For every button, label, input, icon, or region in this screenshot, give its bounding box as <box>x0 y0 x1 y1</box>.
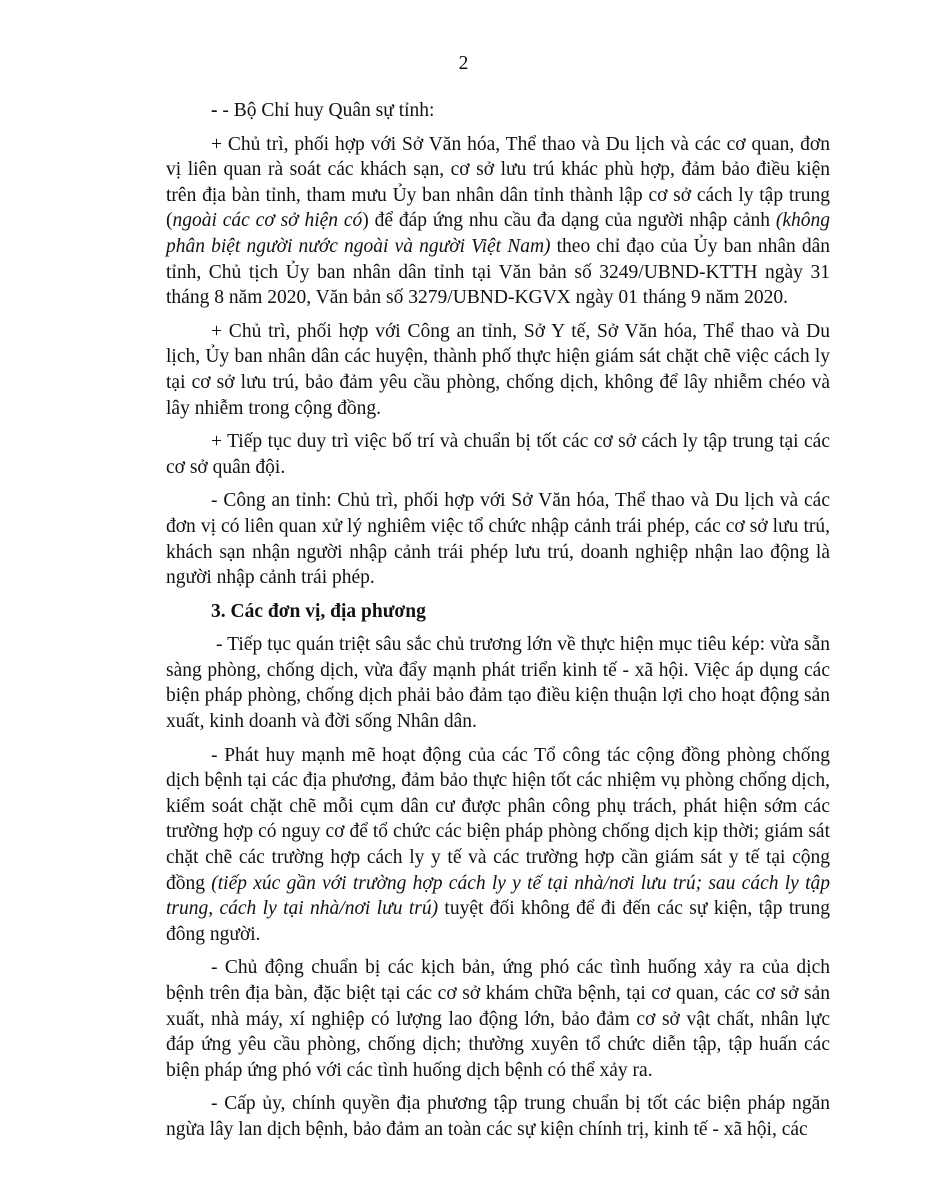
paragraph-community-teams <box>166 743 830 948</box>
text-segment: ) để đáp ứng nhu cầu đa dạng của người nhập cảnh <box>362 210 776 232</box>
paragraph-local-authorities: - Cấp ủy, chính quyền địa phương tập trung chuẩn bị tốt các biện pháp ngăn ngừa lây lan dịch bệnh, bảo đảm an toàn các sự kiện chính trị, kinh tế - xã hội, các <box>166 1093 830 1140</box>
paragraph-scenarios: - Chủ động chuẩn bị các kịch bản, ứng phó các tình huống xảy ra của dịch bệnh trên địa bàn, đặc biệt tại các cơ sở khám chữa bệnh, tại cơ quan, các cơ sở sản xuất, nhà máy, xí nghiệp có lượng lao động lớn, bảo đảm cơ sở vật chất, nhân lực đáp ứng yêu cầu phòng, chống dịch; thường xuyên tổ chức diễn tập, tập huấn các biện pháp ứng phó với các tình huống dịch bệnh có thể xảy ra. <box>166 957 830 1081</box>
text-segment: tuyệt đối không để đi đến các sự kiện, tập trung đông người. <box>166 898 830 945</box>
paragraph-dual-goal: - Tiếp tục quán triệt sâu sắc chủ trương lớn về thực hiện mục tiêu kép: vừa sẵn sàng phòng, chống dịch, vừa đẩy mạnh phát triển kinh tế - xã hội. Việc áp dụng các biện pháp phòng, chống dịch phải bảo đảm tạo điều kiện thuận lợi cho hoạt động sản xuất, kinh doanh và đời sống Nhân dân. <box>166 634 830 733</box>
paragraph-text: - Bộ Chỉ huy Quân sự tỉnh: <box>222 100 435 121</box>
text-segment: - Phát huy mạnh mẽ hoạt động của các Tổ công tác cộng đồng phòng chống dịch bệnh tại các địa phương, đảm bảo thực hiện tốt các nhiệm vụ phòng chống dịch, kiểm soát chặt chẽ mỗi cụm dân cư được phân công phụ trách, phát hiện sớm các trường hợp có nguy cơ để tổ chức các biện pháp phòng chống dịch kịp thời; giám sát chặt chẽ các trường hợp cách ly y tế và các trường hợp cần giám sát y tế tại cộng đồng <box>166 744 830 894</box>
text-segment: theo chỉ đạo của Ủy ban nhân dân tỉnh, Chủ tịch Ủy ban nhân dân tỉnh tại Văn bản số 3249/UBND-KTTH ngày 31 tháng 8 năm 2020, Văn bản số 3279/UBND-KGVX ngày 01 tháng 9 năm 2020. <box>166 235 830 309</box>
paragraph-police: - Công an tỉnh: Chủ trì, phối hợp với Sở Văn hóa, Thể thao và Du lịch và các đơn vị có liên quan xử lý nghiêm việc tổ chức nhập cảnh trái phép, các cơ sở lưu trú, khách sạn nhận người nhập cảnh trái phép lưu trú, doanh nghiệp nhận lao động là người nhập cảnh trái phép. <box>166 490 830 589</box>
section-heading: 3. Các đơn vị, địa phương <box>211 600 426 622</box>
italic-segment: (không phân biệt người nước ngoài và người Việt Nam) <box>166 210 830 257</box>
paragraph-military-facilities: + Tiếp tục duy trì việc bố trí và chuẩn bị tốt các cơ sở cách ly tập trung tại các cơ sở quân đội. <box>166 431 830 478</box>
paragraph-quarantine-facilities <box>166 132 830 311</box>
paragraph-supervision: + Chủ trì, phối hợp với Công an tỉnh, Sở Y tế, Sở Văn hóa, Thể thao và Du lịch, Ủy ban nhân dân các huyện, thành phố thực hiện giám sát chặt chẽ việc cách ly tại cơ sở lưu trú, bảo đảm yêu cầu phòng, chống dịch, không để lây nhiễm chéo và lây nhiễm trong cộng đồng. <box>166 320 830 419</box>
italic-segment: ngoài các cơ sở hiện có <box>172 210 363 232</box>
paragraph-military-command: - - Bộ Chỉ huy Quân sự tỉnh: <box>211 100 435 121</box>
page-number: 2 <box>458 53 469 74</box>
document-body <box>166 98 830 1151</box>
text-segment: + Chủ trì, phối hợp với Sở Văn hóa, Thể thao và Du lịch và các cơ quan, đơn vị liên quan rà soát các khách sạn, cơ sở lưu trú khác phù hợp, đảm bảo điều kiện trên địa bàn tỉnh, tham mưu Ủy ban nhân dân tỉnh thành lập cơ sở cách ly tập trung ( <box>166 133 830 232</box>
italic-segment: (tiếp xúc gần với trường hợp cách ly y tế tại nhà/nơi lưu trú; sau cách ly tập trung, cách ly tại nhà/nơi lưu trú) <box>166 872 830 920</box>
